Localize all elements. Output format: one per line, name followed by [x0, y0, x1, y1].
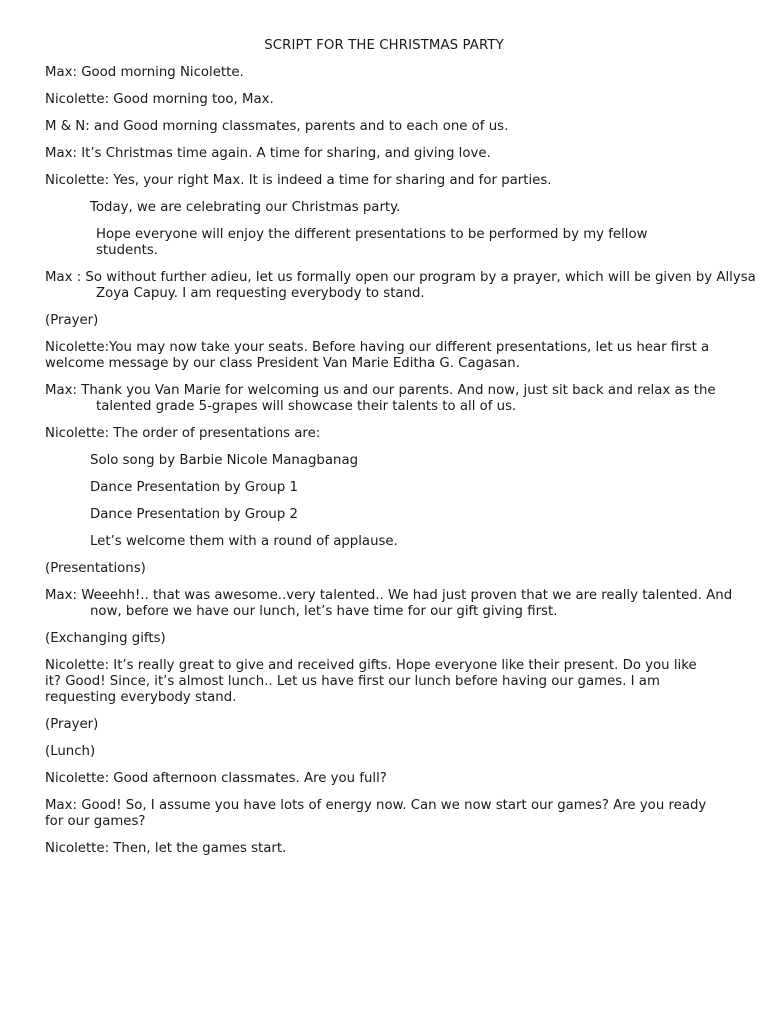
script-line: Solo song by Barbie Nicole Managbanag — [90, 453, 359, 468]
script-line: Max: Thank you Van Marie for welcoming us and our parents. And now, just sit back and relax as the talented grade 5-grapes will showcase their talents to all of us. — [45, 383, 716, 414]
script-line: Nicolette: Good afternoon classmates. Are you full? — [45, 771, 387, 786]
script-line: Nicolette: Then, let the games start. — [45, 841, 287, 856]
script-line: (Presentations) — [45, 561, 146, 576]
script-line: Nicolette: The order of presentations are: — [45, 426, 321, 441]
script-line: Max: Weeehh!.. that was awesome..very talented.. We had just proven that we are really talented. And now, before we have our lunch, let’s have time for our gift giving first. — [45, 588, 733, 619]
document-title: SCRIPT FOR THE CHRISTMAS PARTY — [264, 38, 504, 53]
script-line: Let’s welcome them with a round of applause. — [90, 534, 398, 549]
script-line: Max: It’s Christmas time again. A time for sharing, and giving love. — [45, 146, 491, 161]
script-line: Today, we are celebrating our Christmas party. — [90, 200, 401, 215]
script-line: (Prayer) — [45, 717, 99, 732]
script-line: (Prayer) — [45, 313, 99, 328]
script-line: Hope everyone will enjoy the different presentations to be performed by my fellow students. — [96, 227, 648, 258]
script-line: (Lunch) — [45, 744, 96, 759]
script-line: Dance Presentation by Group 2 — [90, 507, 298, 522]
script-line: (Exchanging gifts) — [45, 631, 166, 646]
script-line: Max : So without further adieu, let us formally open our program by a prayer, which will be given by Allysa Zoya Capuy. I am requesting everybody to stand. — [45, 270, 756, 301]
script-line: Nicolette:You may now take your seats. Before having our different presentations, let us hear first a welcome message by our class President Van Marie Editha G. Cagasan. — [45, 340, 710, 371]
script-line: Max: Good morning Nicolette. — [45, 65, 244, 80]
script-line: Nicolette: It’s really great to give and received gifts. Hope everyone like their present. Do you like it? Good! Since, it’s almost lunch.. Let us have first our lunch before having our games. I am requesting everybody stand. — [45, 658, 697, 705]
script-line: Nicolette: Good morning too, Max. — [45, 92, 274, 107]
script-line: Dance Presentation by Group 1 — [90, 480, 298, 495]
script-line: Max: Good! So, I assume you have lots of energy now. Can we now start our games? Are you ready for our games? — [45, 798, 707, 829]
script-line: M & N: and Good morning classmates, parents and to each one of us. — [45, 119, 509, 134]
script-line: Nicolette: Yes, your right Max. It is indeed a time for sharing and for parties. — [45, 173, 552, 188]
